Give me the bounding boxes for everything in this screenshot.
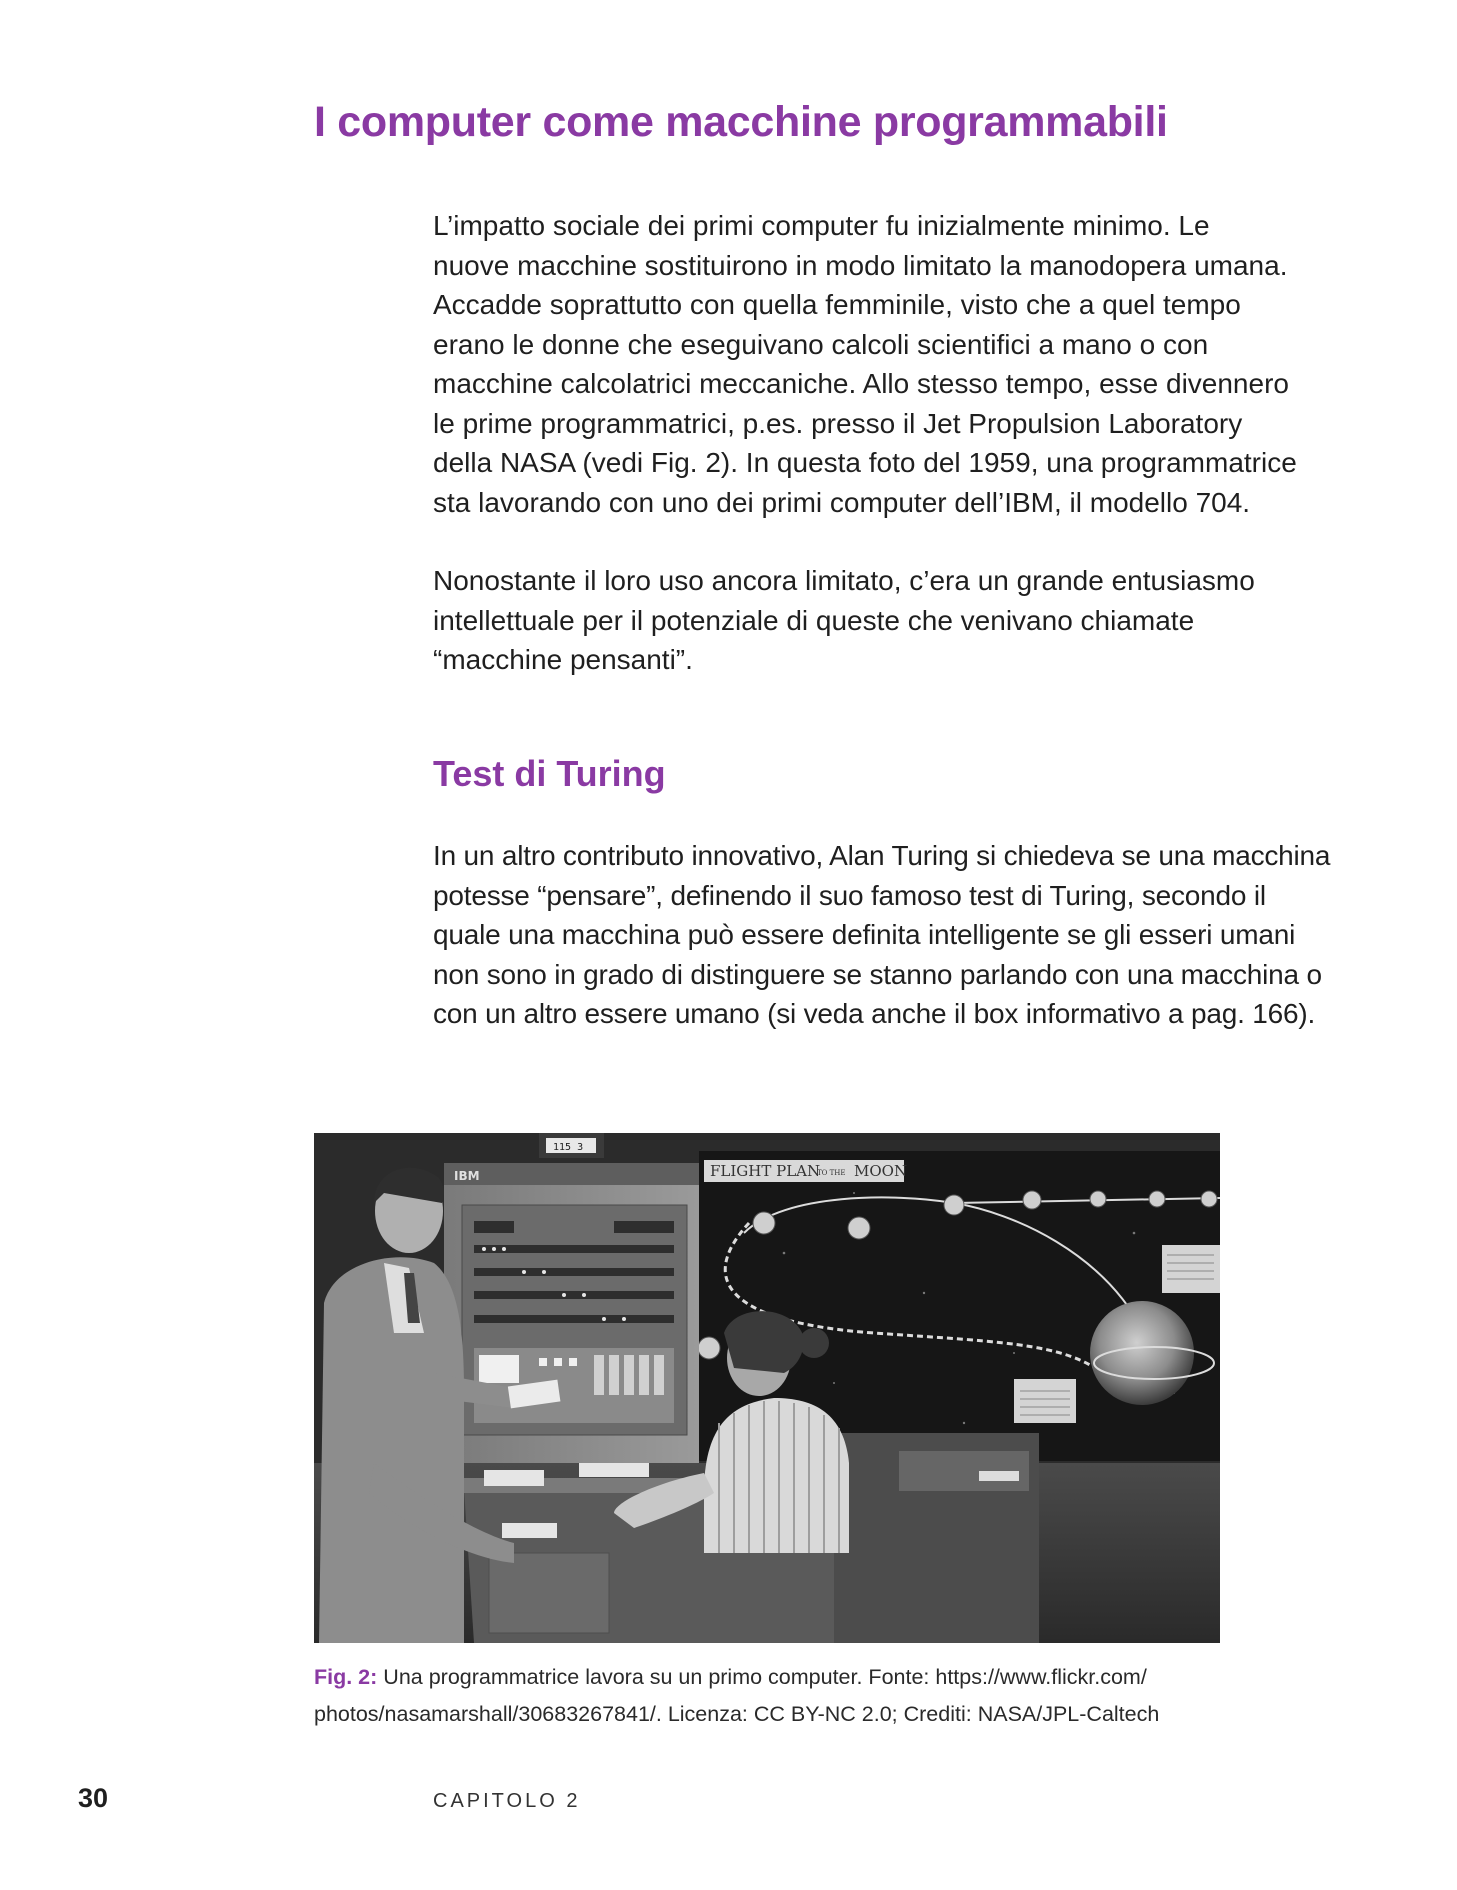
text-line: nuove macchine sostituirono in modo limitato la manodopera umana. [433,249,1288,281]
text-line: quale una macchina può essere definita intelligente se gli esseri umani [433,919,1296,950]
figure-photo [314,1133,1220,1643]
paragraph-2 [433,561,1353,680]
paragraph-1 [433,206,1353,522]
text-line: le prime programmatrici, p.es. presso il Jet Propulsion Laboratory [433,407,1243,439]
text-line: sta lavorando con uno dei primi computer dell’IBM, il modello 704. [433,486,1251,518]
paragraph-3 [433,836,1353,1034]
text-line: non sono in grado di distinguere se stanno parlando con una macchina o [433,958,1322,990]
text-line: intellettuale per il potenziale di queste che venivano chiamate [433,604,1195,636]
text-line: con un altro essere umano (si veda anche il box informativo a pag. 166). [433,998,1316,1029]
caption-text-1: Una programmatrice lavora su un primo computer. Fonte: https://www.flickr.com/ [377,1665,1147,1689]
photo-illustration [314,1133,1220,1643]
text-line: Accadde soprattutto con quella femminile, visto che a quel tempo [433,289,1241,320]
figure-caption [314,1659,1234,1733]
figure-label: Fig. 2: [314,1665,378,1689]
chapter-label: CAPITOLO 2 [433,1790,581,1812]
section-heading: Test di Turing [433,753,666,794]
text-line: “macchine pensanti”. [433,644,693,675]
text-line: macchine calcolatrici meccaniche. Allo stesso tempo, esse divennero [433,368,1289,399]
board-title-end: MOON [854,1162,908,1180]
text-line: In un altro contributo innovativo, Alan Turing si chiedeva se una macchina [433,840,1331,871]
page-title: I computer come macchine programmabili [314,98,1168,146]
board-title: FLIGHT PLAN [710,1162,821,1180]
board-title-small: TO THE [817,1169,846,1177]
text-line: L’impatto sociale dei primi computer fu inizialmente minimo. Le [433,210,1210,241]
text-line: Nonostante il loro uso ancora limitato, c’era un grande entusiasmo [433,565,1255,596]
caption-text-2: photos/nasamarshall/30683267841/. Licenza: CC BY-NC 2.0; Crediti: NASA/JPL-Caltech [314,1702,1160,1726]
ibm-label: IBM [454,1169,480,1183]
text-line: erano le donne che eseguivano calcoli scientifici a mano o con [433,328,1209,360]
text-line: potesse “pensare”, definendo il suo famoso test di Turing, secondo il [433,879,1266,911]
counter-label: 115 3 [553,1142,584,1153]
page-number: 30 [78,1783,109,1813]
text-line: della NASA (vedi Fig. 2). In questa foto del 1959, una programmatrice [433,447,1297,478]
